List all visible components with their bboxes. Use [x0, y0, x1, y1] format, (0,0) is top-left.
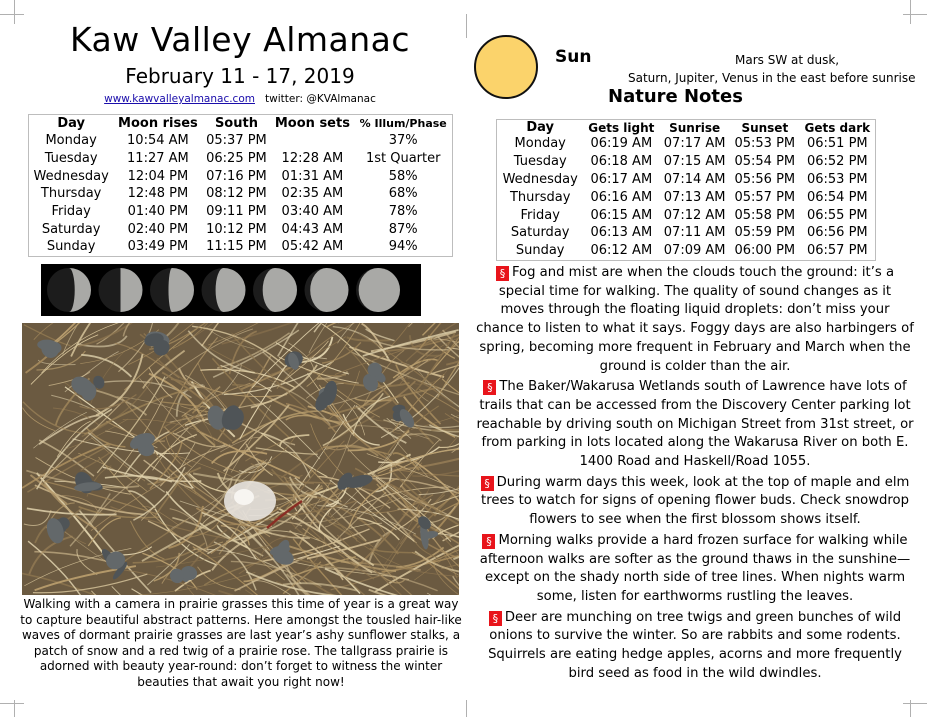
table-row [29, 150, 453, 168]
nature-notes-title: Nature Notes [608, 86, 743, 107]
sun-cell: Wednesday [502, 171, 578, 187]
sun-cell: 06:00 PM [734, 243, 796, 259]
nature-note [476, 609, 914, 684]
crop-mark [0, 14, 24, 15]
moon-header-sets: Moon sets [274, 116, 350, 131]
sun-cell: 06:17 AM [590, 171, 653, 187]
table-row [497, 242, 876, 260]
table-row [497, 224, 876, 242]
nature-note [476, 378, 914, 472]
planets-line-2: Saturn, Jupiter, Venus in the east before sunrise [628, 71, 916, 85]
moon-cell: Sunday [46, 239, 96, 255]
moon-cell [270, 132, 354, 150]
moon-cell: 03:49 PM [127, 239, 189, 255]
column-divider-mark [466, 14, 467, 38]
sun-cell: 05:58 PM [734, 207, 796, 223]
nature-notes [476, 264, 914, 685]
moon-header-south: South [214, 116, 258, 131]
moon-cell: 11:27 AM [127, 151, 189, 167]
moon-cell: 37% [388, 133, 418, 149]
sun-cell: 06:51 PM [806, 136, 868, 152]
sun-cell: 06:19 AM [590, 136, 653, 152]
photo-caption: Walking with a camera in prairie grasses this time of year is a great way to capture beautiful abstract patterns. Here amongst the tousled hair-like waves of dormant prairie grasses are last year’s ashy sunflower stalks, a patch of snow and a red twig of a prairie rose. The tallgrass prairie is adorned with beauty year-round: don’t forget to witness the winter beauties that await you right now! [20, 597, 462, 689]
table-row [29, 185, 453, 203]
crop-mark [14, 0, 15, 24]
sun-header-gets-dark: Gets dark [804, 120, 871, 135]
moon-cell: 09:11 PM [206, 204, 267, 220]
moon-phase-images [41, 264, 421, 316]
almanac-title: Kaw Valley Almanac [69, 20, 411, 59]
section-marker-icon: § [482, 534, 495, 549]
table-row [497, 153, 876, 171]
sun-cell: 07:15 AM [663, 154, 726, 170]
moon-phase-lit [263, 268, 297, 312]
prairie-grass-photo [22, 323, 459, 595]
nature-note [476, 532, 914, 607]
crop-mark [903, 703, 927, 704]
sun-cell: Sunday [515, 243, 565, 259]
nature-note-text: Deer are munching on tree twigs and green bunches of wild onions to survive the winter. So are rabbits and some rodents. Squirrels are eating hedge apples, acorns and more frequently bird seed as food in the wild dwindles. [488, 609, 902, 681]
moon-cell: 12:04 PM [127, 168, 189, 184]
sun-header-sunrise: Sunrise [669, 120, 721, 135]
moon-header-rises: Moon rises [118, 116, 198, 131]
sun-cell: 06:55 PM [806, 207, 868, 223]
sun-cell: 06:53 PM [806, 171, 868, 187]
sun-cell: 07:13 AM [663, 189, 726, 205]
photo-image [22, 323, 459, 595]
column-divider-mark [466, 700, 467, 717]
sun-cell: Monday [514, 136, 566, 152]
moon-cell: Tuesday [44, 151, 98, 167]
table-row [497, 135, 876, 153]
moon-cell: 05:37 PM [206, 133, 267, 149]
sun-cell: Tuesday [513, 154, 567, 170]
moon-cell: Saturday [41, 221, 101, 237]
moon-cell: 03:40 AM [281, 204, 344, 220]
moon-cell: 02:40 PM [127, 221, 189, 237]
moon-cell: 87% [388, 221, 418, 237]
moon-cell: 12:48 PM [127, 186, 189, 202]
nature-note [476, 474, 914, 530]
moon-cell: 10:12 PM [206, 221, 267, 237]
moon-cell: Wednesday [33, 168, 109, 184]
moon-cell: 58% [388, 168, 418, 184]
crop-mark [0, 703, 24, 704]
moon-cell: 05:42 AM [281, 239, 344, 255]
sun-cell: 05:59 PM [734, 225, 796, 241]
moon-header-illum: % Illum/Phase [359, 117, 447, 130]
moon-cell: 01:31 AM [281, 168, 344, 184]
moon-cell: Thursday [40, 186, 102, 202]
sun-cell: 06:15 AM [590, 207, 653, 223]
sun-cell: 06:54 PM [806, 189, 868, 205]
sun-cell: 06:13 AM [590, 225, 653, 241]
website-link[interactable]: www.kawvalleyalmanac.com [104, 93, 255, 105]
sun-cell: 06:57 PM [806, 243, 868, 259]
sun-cell: 07:09 AM [663, 243, 726, 259]
sun-label: Sun [555, 47, 592, 67]
table-row [497, 171, 876, 189]
sun-cell: 06:12 AM [590, 243, 653, 259]
sun-icon [474, 35, 538, 99]
moon-cell: 68% [388, 186, 418, 202]
sun-table [496, 119, 876, 261]
sun-cell: 06:56 PM [806, 225, 868, 241]
sun-cell: 05:54 PM [734, 154, 796, 170]
sun-header-gets-light: Gets light [588, 120, 655, 135]
sun-cell: Friday [520, 207, 560, 223]
nature-note-text: Fog and mist are when the clouds touch the ground: it’s a special time for walking. The quality of sound changes as it moves through the floating liquid droplets: don’t miss your chance to listen to what it says. Foggy days are also harbingers of spring, becoming more frequent in February and March when the ground is colder than the air. [476, 265, 914, 374]
section-marker-icon: § [483, 380, 496, 395]
twitter-handle: twitter: @KVAlmanac [265, 93, 376, 105]
table-row [29, 167, 453, 185]
table-row [497, 188, 876, 206]
moon-cell: 78% [388, 204, 418, 220]
sun-table-header [497, 120, 876, 136]
moon-cell: 06:25 PM [206, 151, 267, 167]
crop-mark [910, 0, 911, 24]
moon-header-day: Day [57, 116, 85, 131]
section-marker-icon: § [481, 476, 494, 491]
sun-cell: 05:56 PM [734, 171, 796, 187]
moon-cell: 10:54 AM [127, 133, 189, 149]
sun-cell: Saturday [510, 225, 570, 241]
moon-cell: 02:35 AM [281, 186, 344, 202]
sun-cell: 06:52 PM [806, 154, 868, 170]
moon-cell: Monday [45, 133, 97, 149]
moon-cell: 08:12 PM [206, 186, 267, 202]
moon-phase-strip [41, 264, 421, 316]
moon-cell: 94% [388, 239, 418, 255]
moon-cell: 11:15 PM [206, 239, 267, 255]
sun-cell: 07:12 AM [663, 207, 726, 223]
sun-cell: 05:57 PM [734, 189, 796, 205]
nature-note-text: The Baker/Wakarusa Wetlands south of Lawrence have lots of trails that can be accessed from the Discovery Center parking lot reachable by driving south on Michigan Street from 31st street, or from parking in lots located along the Wakarusa River on both E. 1400 Road and Haskell/Road 1055. [476, 379, 914, 470]
sun-cell: 07:11 AM [663, 225, 726, 241]
sun-cell: 07:17 AM [663, 136, 726, 152]
moon-cell: 12:28 AM [281, 151, 344, 167]
table-row [29, 203, 453, 221]
table-row [29, 220, 453, 238]
table-row [29, 132, 453, 150]
crop-mark [903, 14, 927, 15]
table-row [497, 206, 876, 224]
sun-cell: 06:18 AM [590, 154, 653, 170]
nature-note [476, 264, 914, 376]
moon-cell: 1st Quarter [365, 151, 441, 167]
nature-note-text: During warm days this week, look at the top of maple and elm trees to watch for signs of opening flower buds. Check snowdrop flowers to see when the first blossom shows itself. [481, 474, 910, 528]
sun-cell: 06:16 AM [590, 189, 653, 205]
moon-cell: 04:43 AM [281, 221, 344, 237]
date-range: February 11 - 17, 2019 [125, 64, 355, 88]
sun-cell: Thursday [509, 189, 571, 205]
sun-cell: 07:14 AM [663, 171, 726, 187]
section-marker-icon: § [489, 611, 502, 626]
sun-header-day: Day [526, 120, 555, 135]
moon-cell: Friday [51, 204, 91, 220]
moon-table-header [29, 115, 453, 133]
sun-cell: 05:53 PM [734, 136, 796, 152]
moon-phase-lit [168, 268, 194, 312]
moon-phase-lit [359, 268, 400, 312]
sun-header-sunset: Sunset [741, 120, 789, 135]
table-row [29, 238, 453, 256]
moon-cell: 01:40 PM [127, 204, 189, 220]
nature-note-text: Morning walks provide a hard frozen surface for walking while afternoon walks are softer as the ground thaws in the sunshine—except on the shady north side of tree lines. When nights warm some, listen for earthworms rustling the leaves. [479, 532, 911, 604]
section-marker-icon: § [496, 266, 509, 281]
moon-cell: 07:16 PM [206, 168, 267, 184]
links-line [20, 93, 460, 105]
moon-table [28, 114, 453, 257]
planets-line-1: Mars SW at dusk, [735, 53, 840, 67]
